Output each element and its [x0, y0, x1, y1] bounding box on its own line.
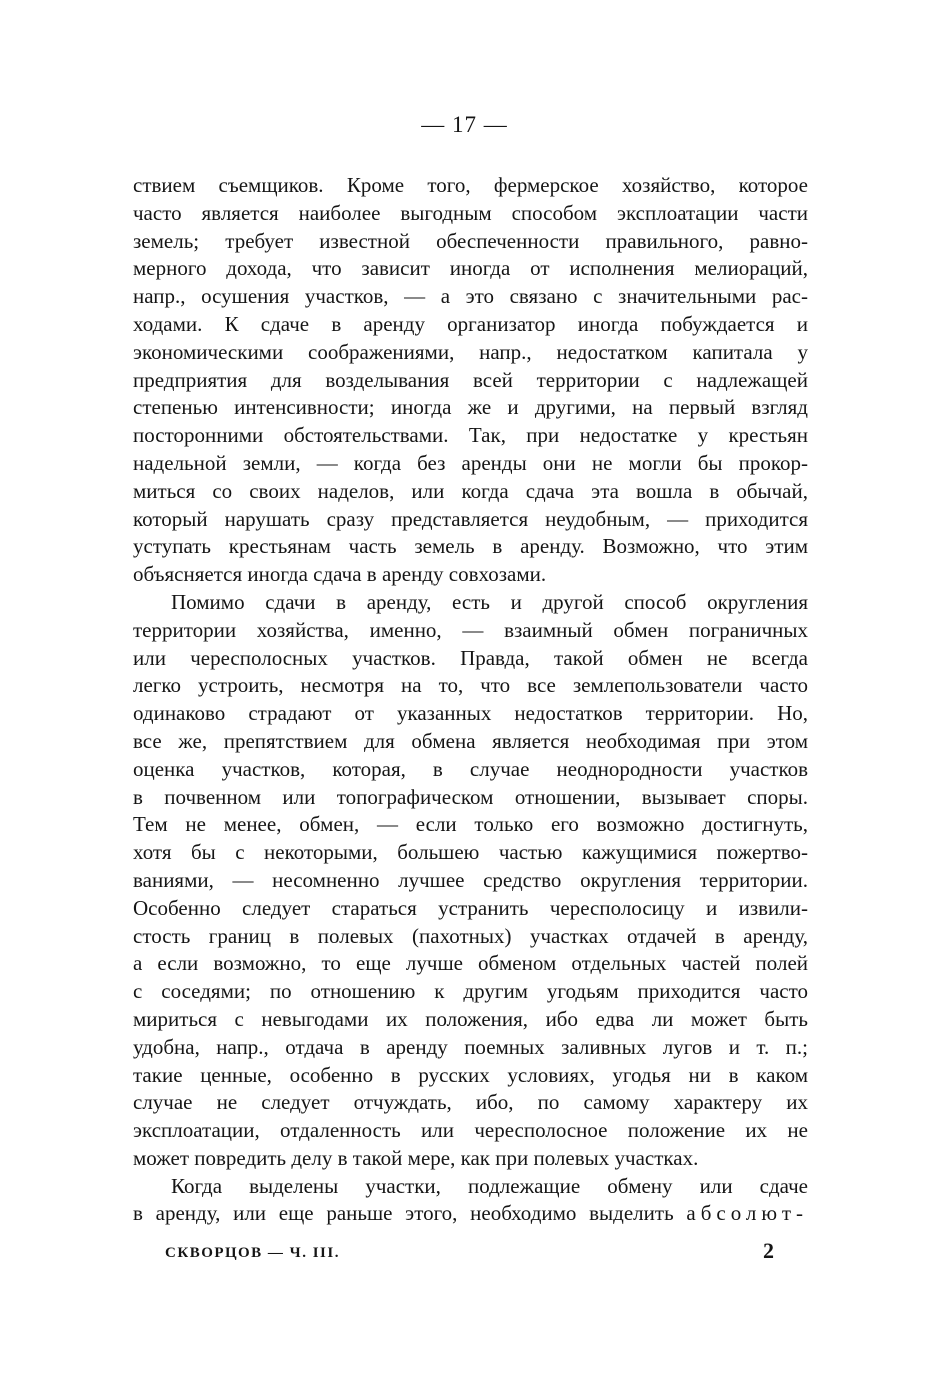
text-line: Особенно следует стараться устранить чересполосицу и извили- [133, 895, 808, 920]
text-line-with-spaced-word [133, 1200, 808, 1228]
text-line: мириться с невыгодами их положения, ибо едва ли может быть [133, 1006, 808, 1031]
text-line: надельной земли, — когда без аренды они не могли бы прокор- [133, 450, 808, 475]
text-line: или чересполосных участков. Правда, такой обмен не всегда [133, 645, 808, 670]
signature-mark: СКВОРЦОВ — Ч. III. [165, 1245, 340, 1261]
paragraph-2 [133, 589, 808, 1173]
text-line: с соседями; по отношению к другим угодьям приходится часто [133, 979, 808, 1004]
text-line: может повредить делу в такой мере, как при полевых участках. [133, 1145, 699, 1170]
text-line: Помимо сдачи в аренду, есть и другой способ округления [171, 589, 808, 614]
text-line: легко устроить, несмотря на то, что все землепользователи часто [133, 673, 808, 698]
text-line: случае не следует отчуждать, ибо, по самому характеру их [133, 1090, 808, 1115]
text-line: ходами. К сдаче в аренду организатор иногда побуждается и [133, 311, 808, 336]
text-line: миться со своих наделов, или когда сдача эта вошла в обычай, [133, 478, 808, 503]
body-text [133, 172, 808, 1228]
text-line: посторонними обстоятельствами. Так, при недостатке у крестьян [133, 423, 808, 448]
paragraph-3 [133, 1173, 808, 1229]
text-line: такие ценные, особенно в русских условиях, угодья ни в каком [133, 1062, 808, 1087]
text-line: территории хозяйства, именно, — взаимный обмен пограничных [133, 617, 808, 642]
text-line: земель; требует известной обеспеченности правильного, равно- [133, 228, 808, 253]
text-line: оценка участков, которая, в случае неоднородности участков [133, 756, 808, 781]
text-line: предприятия для возделывания всей территории с надлежащей [133, 367, 808, 392]
text-line: мерного дохода, что зависит иногда от исполнения мелиораций, [133, 256, 808, 281]
text-line: а если возможно, то еще лучше обменом отдельных частей полей [133, 951, 808, 976]
text-line: напр., осушения участков, — а это связано с значительными рас- [133, 284, 808, 309]
text-line: объясняется иногда сдача в аренду совхозами. [133, 562, 547, 587]
text-line: эксплоатации, отдаленность или чересполосное положение их не [133, 1118, 808, 1143]
page-number: — 17 — [421, 112, 508, 137]
text-line: удобна, напр., отдача в аренду поемных заливных лугов и т. п.; [133, 1034, 808, 1059]
text-fragment: в аренду, или еще раньше этого, необходимо выделить [133, 1201, 687, 1226]
text-line: ваниями, — несомненно лучшее средство округления территории. [133, 867, 808, 892]
text-line: хотя бы с некоторыми, большею частью кажущимися пожертво- [133, 840, 808, 865]
text-line: Когда выделены участки, подлежащие обмену или сдаче [171, 1173, 808, 1198]
paragraph-1 [133, 172, 808, 589]
text-line: ствием съемщиков. Кроме того, фермерское хозяйство, которое [133, 173, 808, 197]
text-line: часто является наиболее выгодным способом эксплоатации части [133, 200, 808, 225]
text-line: Тем не менее, обмен, — если только его возможно достигнуть, [133, 812, 808, 837]
spaced-emphasis: абсолют- [686, 1201, 808, 1226]
text-line: все же, препятствием для обмена является необходимая при этом [133, 728, 808, 753]
text-line: экономическими соображениями, напр., недостатком капитала у [133, 339, 808, 364]
text-line: одинаково страдают от указанных недостатков территории. Но, [133, 701, 808, 726]
text-line: который нарушать сразу представляется неудобным, — приходится [133, 506, 808, 531]
text-line: стость границ в полевых (пахотных) участках отдачей в аренду, [133, 923, 808, 948]
text-line: степенью интенсивности; иногда же и другими, на первый взгляд [133, 395, 808, 420]
text-line: уступать крестьянам часть земель в аренду. Возможно, что этим [133, 534, 808, 559]
text-line: в почвенном или топографическом отношении, вызывает споры. [133, 784, 808, 809]
sheet-number: 2 [763, 1238, 774, 1263]
